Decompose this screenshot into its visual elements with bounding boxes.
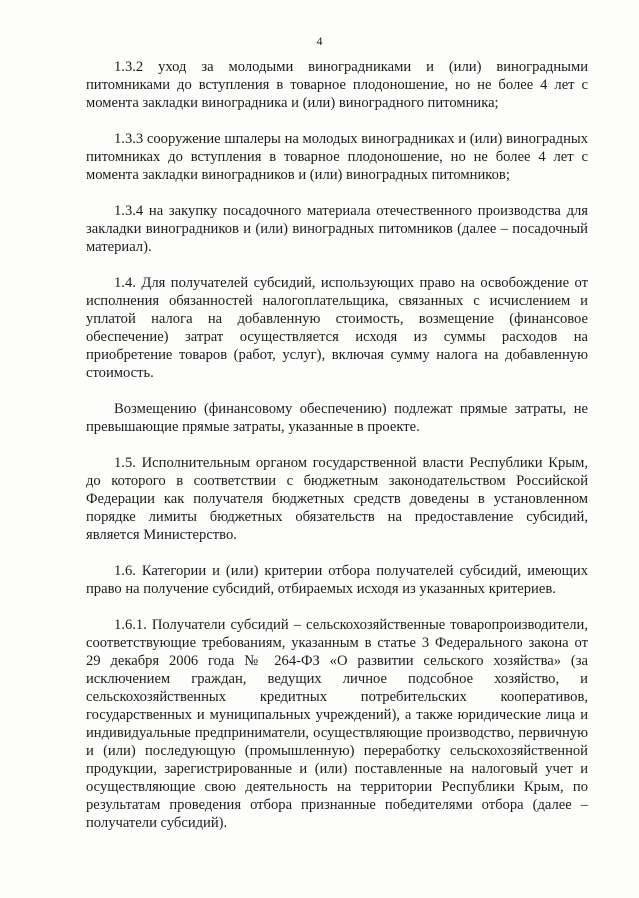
page-number: 4 xyxy=(316,34,323,48)
paragraph-1-6: 1.6. Категории и (или) критерии отбора получателей субсидий, имеющих право на получение субсидий, отбираемых исходя из указанных критериев. xyxy=(86,563,588,597)
paragraph-direct-costs: Возмещению (финансовому обеспечению) подлежат прямые затраты, не превышающие прямые затраты, указанные в проекте. xyxy=(86,401,588,435)
paragraph-1-3-3: 1.3.3 сооружение шпалеры на молодых виноградниках и (или) виноградных питомниках до вступления в товарное плодоношение, но не более 4 лет с момента закладки виноградников и (или) виноградных питомников; xyxy=(86,131,588,183)
paragraph-1-6-1: 1.6.1. Получатели субсидий – сельскохозяйственные товаропроизводители, соответствующие требованиям, указанным в статье 3 Федерального закона от 29 декабря 2006 года № 264-ФЗ «О развитии сельского хозяйства» (за исключением граждан, ведущих личное подсобное хозяйство, и сельскохозяйственных кредитных потребительских кооперативов, государственных и муниципальных учреждений), а также юридические лица и индивидуальные предприниматели, осуществляющие производство, первичную и (или) последующую (промышленную) переработку сельскохозяйственной продукции, зарегистрированные и (или) поставленные на налоговый учет и осуществляющие свою деятельность на территории Республики Крым, по результатам проведения отбора признанные победителями отбора (далее – получатели субсидий). xyxy=(86,617,588,831)
paragraph-1-3-4: 1.3.4 на закупку посадочного материала отечественного производства для закладки виноградников и (или) виноградных питомников (далее – посадочный материал). xyxy=(86,203,588,255)
paragraph-1-5: 1.5. Исполнительным органом государственной власти Республики Крым, до которого в соответствии с бюджетным законодательством Российской Федерации как получателя бюджетных средств доведены в установленном порядке лимиты бюджетных обязательств на предоставление субсидий, является Министерство. xyxy=(86,455,588,543)
document-body xyxy=(86,58,588,832)
paragraph-1-4: 1.4. Для получателей субсидий, использующих право на освобождение от исполнения обязанностей налогоплательщика, связанных с исчислением и уплатой налога на добавленную стоимость, возмещение (финансовое обеспечение) затрат осуществляется исходя из суммы расходов на приобретение товаров (работ, услуг), включая сумму налога на добавленную стоимость. xyxy=(86,275,588,381)
paragraph-1-3-2: 1.3.2 уход за молодыми виноградниками и (или) виноградными питомниками до вступления в товарное плодоношение, но не более 4 лет с момента закладки виноградника и (или) виноградного питомника; xyxy=(86,59,588,111)
